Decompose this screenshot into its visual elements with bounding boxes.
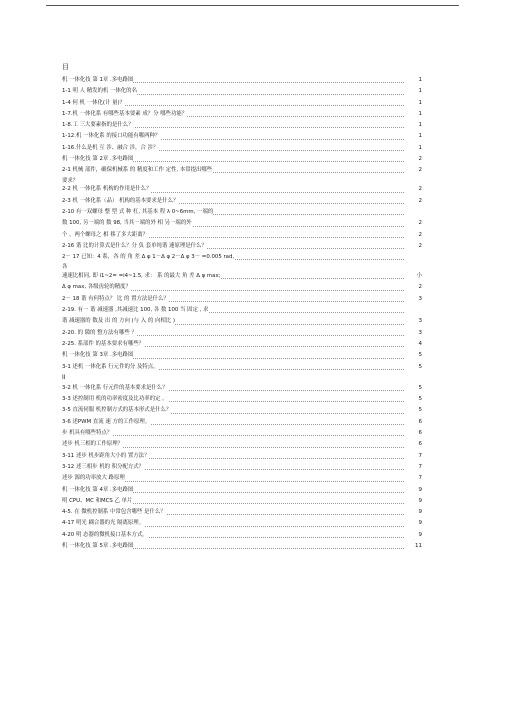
toc-entry[interactable]: [62, 507, 422, 518]
toc-entry[interactable]: [62, 541, 422, 552]
toc-entry-continuation: 各: [62, 264, 68, 271]
toc-entry-title: 2-2 机 一体化系 机构的作用是什么？: [62, 184, 151, 195]
toc-entry[interactable]: [62, 339, 422, 350]
toc-entry-title: 机 一体化技 第 3章 .多电路图: [62, 350, 133, 361]
toc-entry[interactable]: [62, 109, 422, 120]
toc-entry-title: 2-10 有一双螺母 整 型 式 种 杠, 其基本 程 λ 0~6mm, 一端的: [62, 207, 213, 218]
toc-entry-title: 2－ 18 谐 有何特点？ 比 的 置方法是什么？: [62, 294, 169, 305]
toc-entry-page: 5: [417, 405, 423, 416]
toc-entry-title: 1-12.机 一体化系 的接口功能有哪两种？: [62, 131, 160, 142]
toc-entry[interactable]: [62, 428, 422, 439]
toc-entry-page: 2: [417, 184, 423, 195]
toc-entry-title: 4-17 明光 耦合器的光 隔离原理。: [62, 518, 144, 529]
toc-heading: 目: [62, 63, 69, 71]
toc-entry-page: 5: [417, 350, 423, 361]
toc-entry-page: 1: [417, 131, 423, 142]
toc-entry-page: 5: [417, 383, 423, 394]
toc-entry-title: 3-5 直流伺服 机控制方式的基本形式是什么？: [62, 405, 171, 416]
toc-entry-page: 2: [417, 196, 423, 207]
toc-entry[interactable]: [62, 439, 422, 450]
toc-entry-page: 2: [417, 241, 423, 252]
toc-entry[interactable]: [62, 230, 422, 241]
toc-entry-title: 述步 源的功率放大 路原理: [62, 473, 125, 484]
toc-entry-page: 2: [417, 282, 423, 293]
toc-entry[interactable]: [62, 530, 422, 541]
page-roman-numeral: II: [62, 373, 66, 381]
toc-entry[interactable]: [62, 154, 422, 165]
toc-entry[interactable]: [62, 131, 422, 142]
top-rule: [46, 5, 459, 6]
toc-entry-title: 3-6 述PWM 直流 速 方的工作原理。: [62, 417, 150, 428]
toc-entry-title: 3-12 述三相步 机的 积分配方式？: [62, 462, 144, 473]
toc-entry[interactable]: [62, 462, 422, 473]
toc-entry[interactable]: [62, 518, 422, 529]
toc-entry[interactable]: [62, 350, 422, 361]
toc-entry-page: 5: [417, 394, 423, 405]
toc-entry-title: 3-11 述步 机步距角大小的 置方法？: [62, 451, 149, 462]
toc-entry-page: 4: [417, 339, 423, 350]
toc-entry[interactable]: [62, 394, 422, 405]
toc-entry-title: 数 100, 另一端的 数 98, 当其一端的外 相 另一端的外: [62, 218, 192, 229]
toc-entry-page: 1: [417, 75, 423, 86]
toc-entry[interactable]: [62, 305, 422, 316]
toc-entry-page: 7: [417, 462, 423, 473]
toc-entry-page: 6: [417, 417, 423, 428]
toc-entry[interactable]: [62, 271, 422, 282]
toc-entry[interactable]: [62, 86, 422, 97]
toc-entry[interactable]: [62, 196, 422, 207]
toc-entry-page: 9: [417, 530, 423, 541]
toc-entry-page: 3: [417, 294, 423, 305]
toc-entry-page: 7: [417, 451, 423, 462]
toc-entry[interactable]: [62, 451, 422, 462]
toc-entry-title: 1-1 明 人 精发的机 一体化的名: [62, 86, 137, 97]
toc-entry[interactable]: [62, 362, 422, 373]
toc-entry[interactable]: [62, 75, 422, 86]
toc-entry-title: 谐 减速器的 数及 出 的 方向 (与 入 的 向相比 ): [62, 316, 175, 327]
toc-entry[interactable]: [62, 496, 422, 507]
toc-entry-title: 述步 机三相的工作原理？: [62, 439, 123, 450]
toc-entry-title: 3-2 机 一体化系 行元件的基本要求是什么？: [62, 383, 168, 394]
toc-entry-page: 1: [417, 86, 423, 97]
toc-entry-page: 2: [417, 218, 423, 229]
toc-entry-title: 2－ 17 已知：4 系，各 的 角 差 Δ φ 1－Δ φ 2－Δ φ 3－ =0.005 rad,: [62, 252, 234, 263]
toc-entry-page: 9: [417, 485, 423, 496]
toc-entry[interactable]: [62, 294, 422, 305]
toc-entry[interactable]: [62, 218, 422, 229]
toc-entry-page: 1: [417, 98, 423, 109]
toc-entry-page: 小: [414, 271, 422, 282]
toc-entry-page: 6: [417, 439, 423, 450]
toc-entry-title: 1-8.工 三大要素指的是什么？: [62, 120, 134, 131]
toc-entry[interactable]: [62, 405, 422, 416]
toc-entry-page: 9: [417, 507, 423, 518]
toc-entry[interactable]: [62, 282, 422, 293]
toc-entry-page: 9: [417, 496, 423, 507]
toc-entry[interactable]: [62, 120, 422, 131]
toc-entry-title: 2-1 机械 部件，确保机械系 的 精度和工作 定性, 本常提出哪些: [62, 165, 212, 176]
toc-entry-page: 3: [417, 328, 423, 339]
toc-entry-page: 2: [417, 165, 423, 176]
toc-entry-page: 7: [417, 473, 423, 484]
table-of-contents: [62, 62, 422, 552]
toc-entry-page: 1: [417, 109, 423, 120]
toc-entry[interactable]: [62, 241, 422, 252]
toc-entry-title: 4-20 明 态器的微机接口基本方式。: [62, 530, 148, 541]
toc-entry[interactable]: [62, 316, 422, 327]
toc-entry-title: 1-4 何 机 一体化(计 量)？: [62, 98, 125, 109]
toc-entry[interactable]: [62, 98, 422, 109]
toc-entry-title: 3-1 述机 一体化系 行元件的分 及特点。: [62, 362, 159, 373]
toc-entry-page: 2: [417, 230, 423, 241]
toc-entry-title: 机 一体化技 第 2章 .多电路图: [62, 154, 133, 165]
toc-entry-title: 2-19. 有一 谐 减速器 ,其减速比 100, 各 数 100 当 固定 , 求: [62, 305, 208, 316]
toc-entry[interactable]: [62, 485, 422, 496]
toc-entry-page: 1: [417, 143, 423, 154]
toc-entry-title: 机 一体化技 第 5章 .多电路图: [62, 541, 133, 552]
toc-entry-title: 2-16 谐 比的计算式是什么？分 负 套单纯谐 速原理是什么？: [62, 241, 207, 252]
toc-entry-title: 1-16.什么是机 互 涉、融合 涉，合 涉？: [62, 143, 158, 154]
toc-entry[interactable]: [62, 207, 422, 218]
toc-entry-page: 2: [417, 154, 423, 165]
toc-entry-title: 4-5. 在 微机控制系 中常包含哪些 是什么？: [62, 507, 166, 518]
toc-entry[interactable]: [62, 143, 422, 154]
toc-entry-title: Δ φ max, 各级齿轮的精度？: [62, 282, 131, 293]
toc-entry-page: 9: [417, 518, 423, 529]
toc-entry[interactable]: [62, 383, 422, 394]
toc-entry-title: 明 CPU、MC 和MCS 乙 单片: [62, 496, 132, 507]
toc-entry[interactable]: [62, 328, 422, 339]
toc-entry-title: 机 一体化技 第 4章 .多电路图: [62, 485, 133, 496]
toc-entry-page: 3: [417, 316, 423, 327]
toc-entry-title: 个 ，两个螺母之 相 移了多大距离？: [62, 230, 148, 241]
toc-entry-page: 5: [417, 362, 423, 373]
toc-entry-title: 2-25. 系部件 的基本要求有哪些？: [62, 339, 144, 350]
toc-entry-page: 11: [413, 541, 422, 552]
toc-entry-title: 2-3 机 一体化系（品） 机构的基本要求是什么？: [62, 196, 178, 207]
toc-entry-continuation: 要求？: [62, 177, 79, 184]
toc-entry-title: 机 一体化技 第 1章 .多电路图: [62, 75, 133, 86]
toc-entry-title: 步 机具有哪些特点？: [62, 428, 112, 439]
toc-entry-title: 速速比相同, 即 i1~2= =i4~1.5, 求： 系 的最大 角 差 Δ φ max;: [62, 271, 220, 282]
toc-entry[interactable]: [62, 184, 422, 195]
toc-entry-page: 6: [417, 428, 423, 439]
toc-entry-title: 1-7.机 一体化系 有哪些基本要素 成？分 哪些功能？: [62, 109, 187, 120]
dot-leader: [62, 435, 404, 436]
toc-entry[interactable]: [62, 473, 422, 484]
toc-entry-title: 2-20. 的 隙的 整方法有哪些 ？: [62, 328, 137, 339]
toc-entry[interactable]: [62, 165, 422, 184]
toc-entry-page: 1: [417, 120, 423, 131]
toc-entries: [62, 75, 422, 552]
toc-entry[interactable]: [62, 417, 422, 428]
toc-entry[interactable]: [62, 252, 422, 271]
toc-entry-title: 3-3 述控制用 机的功率密度及比功率的定 。: [62, 394, 168, 405]
